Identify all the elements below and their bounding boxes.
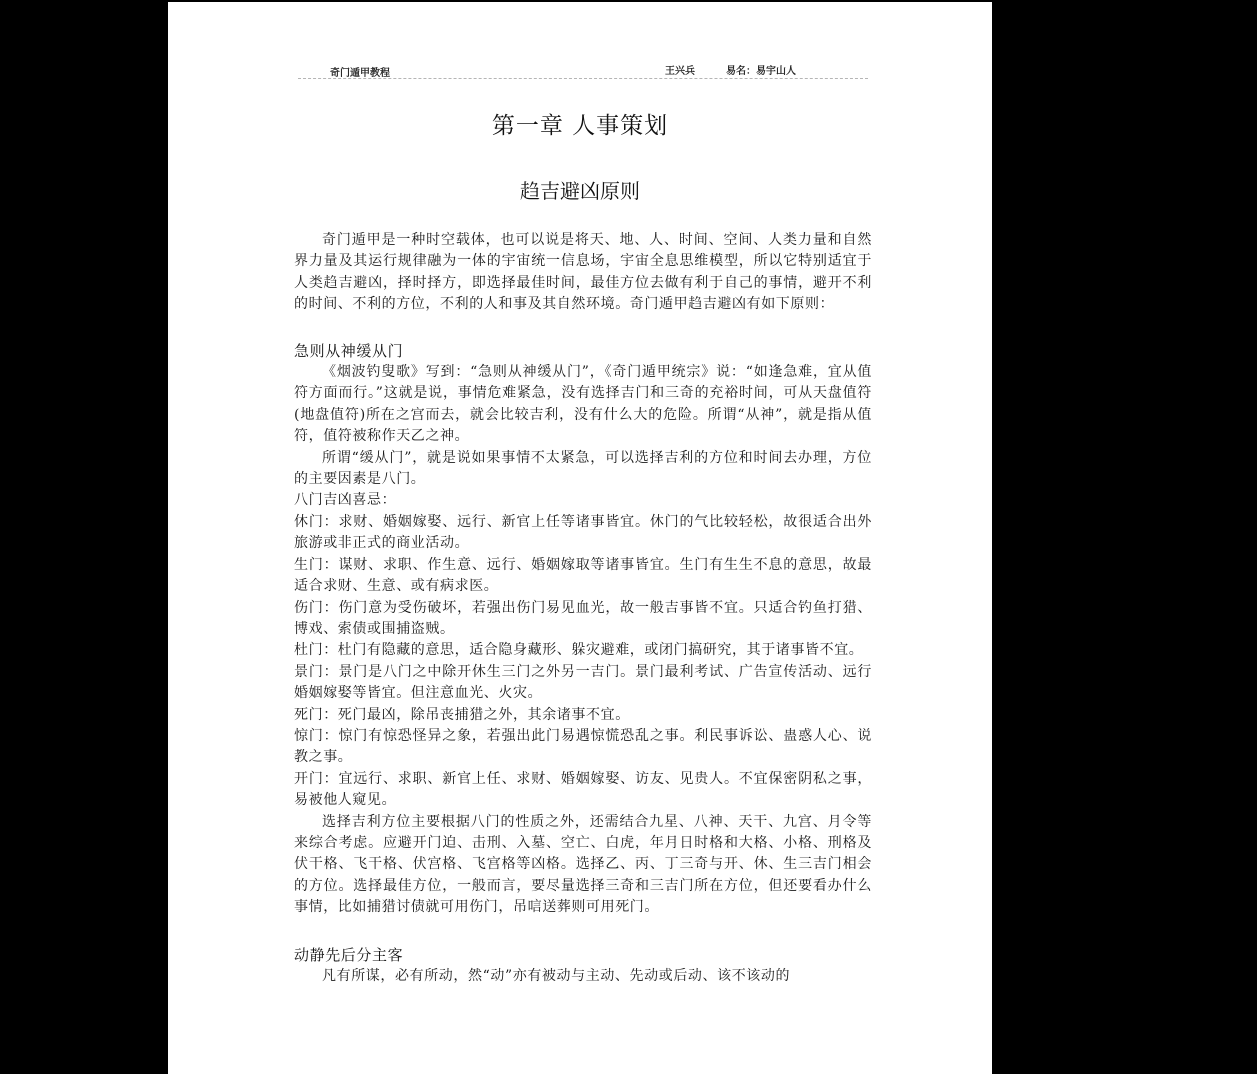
paragraph: 《烟波钓叟歌》写到：“急则从神缓从门”，《奇门遁甲统宗》说：“如逢急难，宜从值符方面而行。”这就是说，事情危难紧急，没有选择吉门和三奇的充裕时间，可从天盘值符(地盘值符)所在之宫而去，就会比较吉利，没有什么大的危险。所谓“从神”，就是指从值符，值符被称作天乙之神。	[294, 364, 872, 445]
door-entry-sheng: 生门：谋财、求职、作生意、远行、婚姻嫁取等诸事皆宜。生门有生生不息的意思，故最适合求财、生意、或有病求医。	[294, 556, 872, 595]
page-body	[294, 230, 872, 987]
door-entry-kai: 开门：宜远行、求职、新官上任、求财、婚姻嫁娶、访友、见贵人。不宜保密阴私之事，易被他人窥见。	[294, 770, 872, 809]
paragraph-spacer	[294, 316, 872, 341]
subheading: 急则从神缓从门	[294, 341, 404, 360]
scanned-page	[168, 2, 992, 1074]
author-name: 王兴兵	[665, 66, 695, 77]
subheading: 动静先后分主客	[294, 945, 404, 964]
door-entry-du: 杜门：杜门有隐藏的意思，适合隐身藏形、躲灾避难，或闭门搞研究，其于诸事皆不宜。	[294, 642, 864, 659]
paragraph: 八门吉凶喜忌：	[294, 492, 397, 509]
paragraph: 所谓“缓从门”，就是说如果事情不太紧急，可以选择吉利的方位和时间去办理，方位的主要因素是八门。	[294, 449, 872, 488]
header-divider	[298, 78, 868, 79]
door-entry-jing-fear: 惊门：惊门有惊恐怪异之象，若强出此门易遇惊慌恐乱之事。利民事诉讼、蛊惑人心、说教之事。	[294, 727, 872, 766]
door-entry-shang: 伤门：伤门意为受伤破坏，若强出伤门易见血光，故一般吉事皆不宜。只适合钓鱼打猎、博戏、索债或围捕盗贼。	[294, 599, 872, 637]
paragraph: 选择吉利方位主要根据八门的性质之外，还需结合九星、八神、天干、九宫、月令等来综合考虑。应避开门迫、击刑、入墓、空亡、白虎，年月日时格和大格、小格、刑格及伏干格、飞干格、伏宫格、飞宫格等凶格。选择乙、丙、丁三奇与开、休、生三吉门相会的方位。选择最佳方位，一般而言，要尽量选择三奇和三吉门所在方位，但还要看办什么事情，比如捕猎讨债就可用伤门，吊唁送葬则可用死门。	[294, 813, 872, 916]
section-title: 趋吉避凶原则	[520, 179, 640, 203]
door-entry-xiu: 休门：求财、婚姻嫁娶、远行、新官上任等诸事皆宜。休门的气比较轻松，故很适合出外旅游或非正式的商业活动。	[294, 513, 872, 552]
author-alias: 易名：易宇山人	[726, 66, 796, 77]
paragraph-spacer	[294, 919, 872, 945]
book-title: 奇门遁甲教程	[330, 68, 390, 79]
door-entry-si: 死门：死门最凶，除吊丧捕猎之外，其余诸事不宜。	[294, 706, 630, 723]
chapter-title: 第一章 人事策划	[491, 113, 669, 139]
door-entry-jing-scene: 景门：景门是八门之中除开休生三门之外另一吉门。景门最利考试、广告宣传活动、远行婚姻嫁娶等皆宜。但注意血光、火灾。	[294, 663, 872, 702]
intro-paragraph: 奇门遁甲是一种时空载体，也可以说是将天、地、人、时间、空间、人类力量和自然界力量及其运行规律融为一体的宇宙统一信息场，宇宙全息思维模型，所以它特别适宜于人类趋吉避凶，择时择方，即选择最佳时间，最佳方位去做有利于自己的事情，避开不利的时间、不利的方位，不利的人和事及其自然环境。奇门遁甲趋吉避凶有如下原则：	[294, 232, 872, 313]
running-header	[298, 62, 868, 82]
paragraph: 凡有所谋，必有所动，然“动”亦有被动与主动、先动或后动、该不该动的	[322, 968, 791, 984]
